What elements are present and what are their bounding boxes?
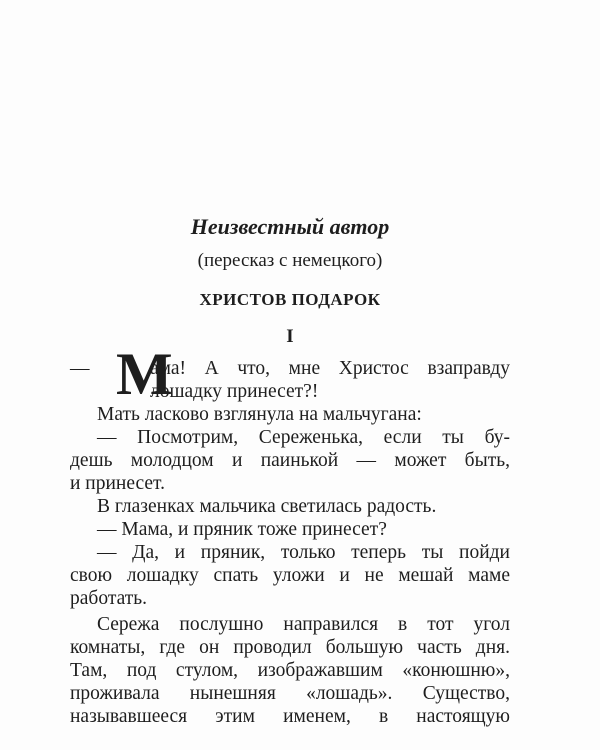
text-line: лошадку принесет?! — [150, 381, 319, 402]
drop-cap-letter: М — [116, 341, 173, 407]
text-line: дешь молодцом и паинькой — может быть, — [70, 450, 510, 471]
text-line: — Посмотрим, Сереженька, если ты бу- — [97, 427, 510, 448]
text-line: называвшееся этим именем, в настоящую — [70, 706, 510, 727]
author-name: Неизвестный автор — [190, 214, 390, 239]
text-line: — Мама, и пряник тоже принесет? — [97, 519, 387, 540]
text-line: ама! А что, мне Христос взаправду — [150, 358, 510, 379]
subtitle: (пересказ с немецкого) — [197, 250, 383, 271]
text-line: свою лошадку спать уложи и не мешай маме — [70, 565, 510, 586]
opening-dash: — — [70, 358, 90, 379]
text-line: Сережа послушно направился в тот угол — [97, 614, 510, 635]
text-line: и принесет. — [70, 473, 165, 494]
text-line: проживала нынешняя «лошадь». Существо, — [70, 683, 510, 704]
story-title: ХРИСТОВ ПОДАРОК — [199, 290, 381, 309]
text-line: Мать ласково взглянула на мальчугана: — [97, 404, 422, 425]
text-line: комнаты, где он проводил большую часть дня. — [70, 637, 510, 658]
chapter-number: I — [286, 326, 294, 347]
text-line: В глазенках мальчика светилась радость. — [97, 496, 437, 517]
text-line: — Да, и пряник, только теперь ты пойди — [97, 542, 510, 563]
text-line: работать. — [70, 588, 148, 609]
text-line: Там, под стулом, изображавшим «конюшню», — [70, 660, 510, 681]
